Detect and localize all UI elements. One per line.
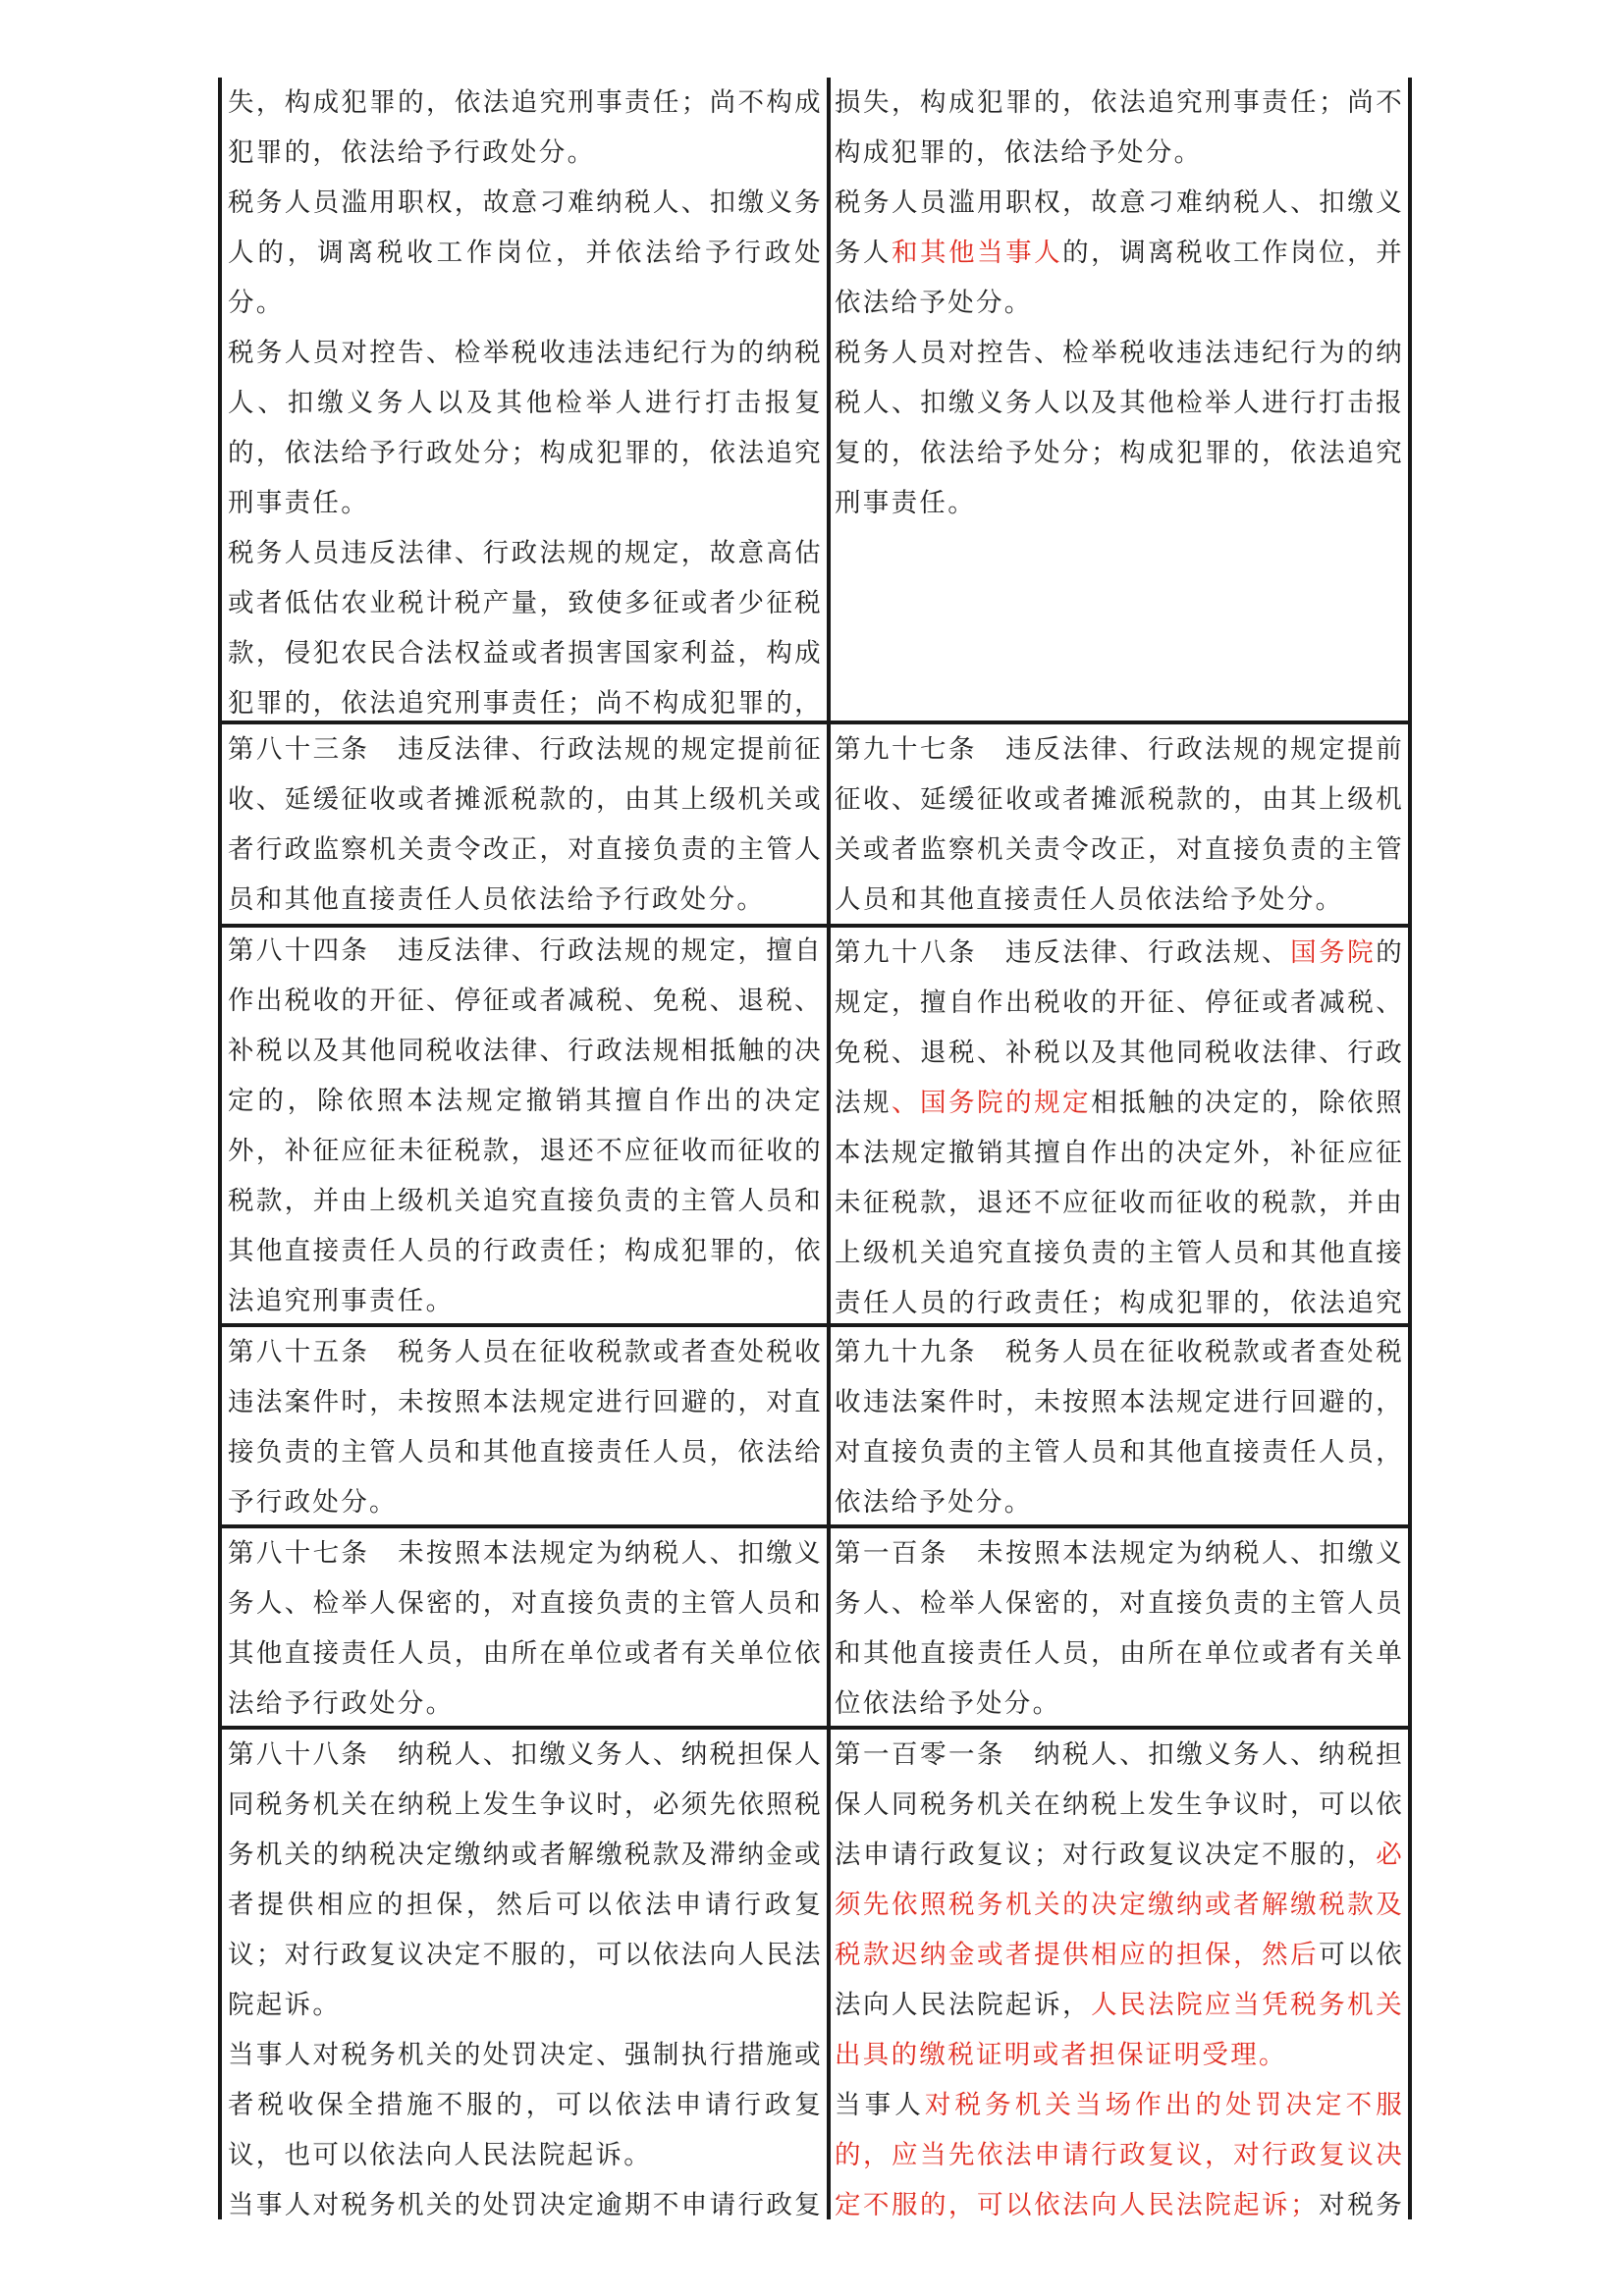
table-row: [222, 1323, 1408, 1524]
article-84: 第八十四条 违反法律、行政法规的规定，擅自作出税收的开征、停征或者减税、免税、退税、补税以及其他同税收法律、行政法规相抵触的决定的，除依照本法规定撤销其擅自作出的决定外，补征应征未征税款，退还不应征收而征收的税款，并由上级机关追究直接负责的主管人员和其他直接责任人员的行政责任；构成犯罪的，依法追究刑事责任。: [228, 934, 823, 1316]
amended-text: 人民法院应当凭税务机关出具的缴税证明或者担保证明受理。: [835, 1990, 1404, 2070]
old-law-cell: [222, 928, 827, 1323]
paragraph: 当事人对税务机关当场作出的处罚决定不服的，应当先依法申请行政复议，对行政复议决定不服的，可以依法向人民法院起诉；对税务: [835, 2090, 1404, 2219]
amended-text: 和其他当事人: [892, 238, 1063, 268]
paragraph: 当事人对税务机关的处罚决定、强制执行措施或者税收保全措施不服的，可以依法申请行政复议，也可以依法向人民法院起诉。: [228, 2040, 823, 2170]
paragraph: 税务人员对控告、检举税收违法违纪行为的纳税人、扣缴义务人以及其他检举人进行打击报复的，依法给予行政处分；构成犯罪的，依法追究刑事责任。: [228, 338, 823, 518]
old-law-cell: [222, 1327, 827, 1524]
article-97: 第九十七条 违反法律、行政法规的规定提前征收、延缓征收或者摊派税款的，由其上级机关或者监察机关责令改正，对直接负责的主管人员和其他直接责任人员依法给予处分。: [835, 734, 1404, 915]
article-88: 第八十八条 纳税人、扣缴义务人、纳税担保人同税务机关在纳税上发生争议时，必须先依照税务机关的纳税决定缴纳或者解缴税款及滞纳金或者提供相应的担保，然后可以依法申请行政复议；对行政复议决定不服的，可以依法向人民法院起诉。: [228, 1739, 823, 2020]
article-87: 第八十七条 未按照本法规定为纳税人、扣缴义务人、检举人保密的，对直接负责的主管人员和其他直接责任人员，由所在单位或者有关单位依法给予行政处分。: [228, 1538, 823, 1719]
table-row: [222, 1524, 1408, 1726]
amended-text: 、国务院的规定: [892, 1088, 1092, 1118]
law-comparison-table: [218, 78, 1412, 2219]
table-row: [222, 924, 1408, 1323]
article-98: 第九十八条 违反法律、行政法规、国务院的规定，擅自作出税收的开征、停征或者减税、免税、退税、补税以及其他同税收法律、行政法规、国务院的规定相抵触的决定的，除依照本法规定撤销其擅自作出的决定外，补征应征未征税款，退还不应征收而征收的税款，并由上级机关追究直接负责的主管人员和其他直接责任人员的行政责任；构成犯罪的，依法追究: [835, 937, 1404, 1318]
table-row: [222, 78, 1408, 721]
article-85: 第八十五条 税务人员在征收税款或者查处税收违法案件时，未按照本法规定进行回避的，对直接负责的主管人员和其他直接责任人员，依法给予行政处分。: [228, 1337, 823, 1518]
old-law-cell: [222, 78, 827, 721]
amended-text: 国务院: [1290, 937, 1377, 968]
old-law-cell: [222, 1730, 827, 2219]
table-row: [222, 1726, 1408, 2219]
new-law-cell: [827, 724, 1408, 924]
old-law-cell: [222, 724, 827, 924]
new-law-cell: [827, 928, 1408, 1323]
paragraph: 损失，构成犯罪的，依法追究刑事责任；尚不构成犯罪的，依法给予处分。: [835, 87, 1404, 168]
new-law-cell: [827, 1327, 1408, 1524]
paragraph: 当事人对税务机关的处罚决定逾期不申请行政复: [228, 2190, 823, 2219]
paragraph: 失，构成犯罪的，依法追究刑事责任；尚不构成犯罪的，依法给予行政处分。: [228, 87, 823, 168]
article-101: 第一百零一条 纳税人、扣缴义务人、纳税担保人同税务机关在纳税上发生争议时，可以依法申请行政复议；对行政复议决定不服的，必须先依照税务机关的决定缴纳或者解缴税款及税款迟纳金或者提供相应的担保，然后可以依法向人民法院起诉，人民法院应当凭税务机关出具的缴税证明或者担保证明受理。: [835, 1739, 1404, 2070]
old-law-cell: [222, 1528, 827, 1726]
paragraph: 税务人员对控告、检举税收违法违纪行为的纳税人、扣缴义务人以及其他检举人进行打击报复的，依法给予处分；构成犯罪的，依法追究刑事责任。: [835, 338, 1404, 518]
article-99: 第九十九条 税务人员在征收税款或者查处税收违法案件时，未按照本法规定进行回避的，对直接负责的主管人员和其他直接责任人员，依法给予处分。: [835, 1337, 1404, 1518]
paragraph: 税务人员滥用职权，故意刁难纳税人、扣缴义务人的，调离税收工作岗位，并依法给予行政处分。: [228, 187, 823, 318]
amended-text: 对税务机关当场作出的处罚决定不服的，应当先依法申请行政复议，对行政复议决定不服的，可以依法向人民法院起诉；: [835, 2090, 1404, 2219]
article-83: 第八十三条 违反法律、行政法规的规定提前征收、延缓征收或者摊派税款的，由其上级机关或者行政监察机关责令改正，对直接负责的主管人员和其他直接责任人员依法给予行政处分。: [228, 734, 823, 915]
amended-text: 必须先依照税务机关的决定缴纳或者解缴税款及税款迟纳金或者提供相应的担保，然后: [835, 1840, 1404, 1970]
new-law-cell: [827, 1528, 1408, 1726]
table-row: [222, 721, 1408, 924]
new-law-cell: [827, 1730, 1408, 2219]
paragraph: 税务人员违反法律、行政法规的规定，故意高估或者低估农业税计税产量，致使多征或者少征税款，侵犯农民合法权益或者损害国家利益，构成犯罪的，依法追究刑事责任；尚不构成犯罪的，: [228, 538, 823, 719]
article-100: 第一百条 未按照本法规定为纳税人、扣缴义务人、检举人保密的，对直接负责的主管人员和其他直接责任人员，由所在单位或者有关单位依法给予处分。: [835, 1538, 1404, 1719]
new-law-cell: [827, 78, 1408, 721]
paragraph: 税务人员滥用职权，故意刁难纳税人、扣缴义务人和其他当事人的，调离税收工作岗位，并依法给予处分。: [835, 187, 1404, 318]
